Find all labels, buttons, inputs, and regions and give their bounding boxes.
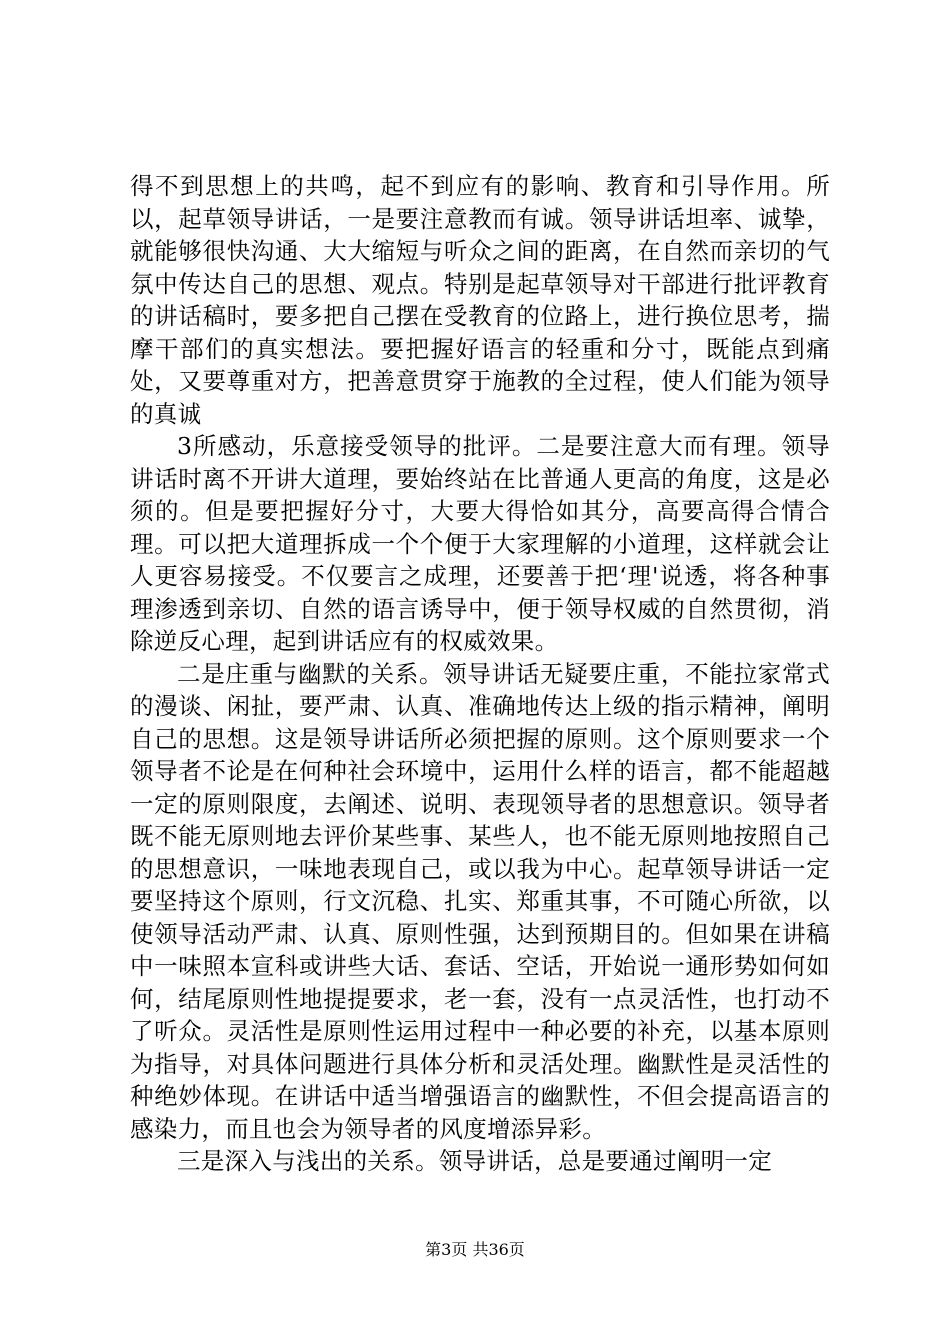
paragraph-2: 3所感动，乐意接受领导的批评。二是要注意大而有理。领导讲话时离不开讲大道理，要始终站在比普通人更高的角度，这是必须的。但是要把握好分寸，大要大得恰如其分，高要高得合情合理。可以把大道理拆成一个个便于大家理解的小道理，这样就会让人更容易接受。不仅要言之成理，还要善于把‘理'说透，将各种事理渗透到亲切、自然的语言诱导中，便于领导权威的自然贯彻，消除逆反心理，起到讲话应有的权威效果。 [130, 432, 830, 655]
paragraph-4: 三是深入与浅出的关系。领导讲话，总是要通过阐明一定 [177, 1147, 772, 1175]
page-number-footer: 第3页 共36页 [425, 1240, 525, 1259]
paragraph-3: 二是庄重与幽默的关系。领导讲话无疑要庄重，不能拉家常式的漫谈、闲扯，要严肃、认真、准确地传达上级的指示精神，阐明自己的思想。这是领导讲话所必须把握的原则。这个原则要求一个领导者不论是在何种社会环境中，运用什么样的语言，都不能超越一定的原则限度，去阐述、说明、表现领导者的思想意识。领导者既不能无原则地去评价某些事、某些人，也不能无原则地按照自己的思想意识，一味地表现自己，或以我为中心。起草领导讲话一定要坚持这个原则，行文沉稳、扎实、郑重其事，不可随心所欲，以使领导活动严肃、认真、原则性强，达到预期目的。但如果在讲稿中一味照本宣科或讲些大话、套话、空话，开始说一通形势如何如何，结尾原则性地提提要求，老一套，没有一点灵活性，也打动不了听众。灵活性是原则性运用过程中一种必要的补充，以基本原则为指导，对具体问题进行具体分析和灵活处理。幽默性是灵活性的种绝妙体现。在讲话中适当增强语言的幽默性，不但会提高语言的感染力，而且也会为领导者的风度增添异彩。 [130, 659, 830, 1143]
paragraph-1: 得不到思想上的共鸣，起不到应有的影响、教育和引导作用。所以，起草领导讲话，一是要注意教而有诚。领导讲话坦率、诚挚，就能够很快沟通、大大缩短与听众之间的距离，在自然而亲切的气氛中传达自己的思想、观点。特别是起草领导对干部进行批评教育的讲话稿时，要多把自己摆在受教育的位路上，进行换位思考，揣摩干部们的真实想法。要把握好语言的轻重和分寸，既能点到痛处，又要尊重对方，把善意贯穿于施教的全过程，使人们能为领导的真诚 [130, 172, 830, 428]
document-body [130, 170, 830, 1178]
